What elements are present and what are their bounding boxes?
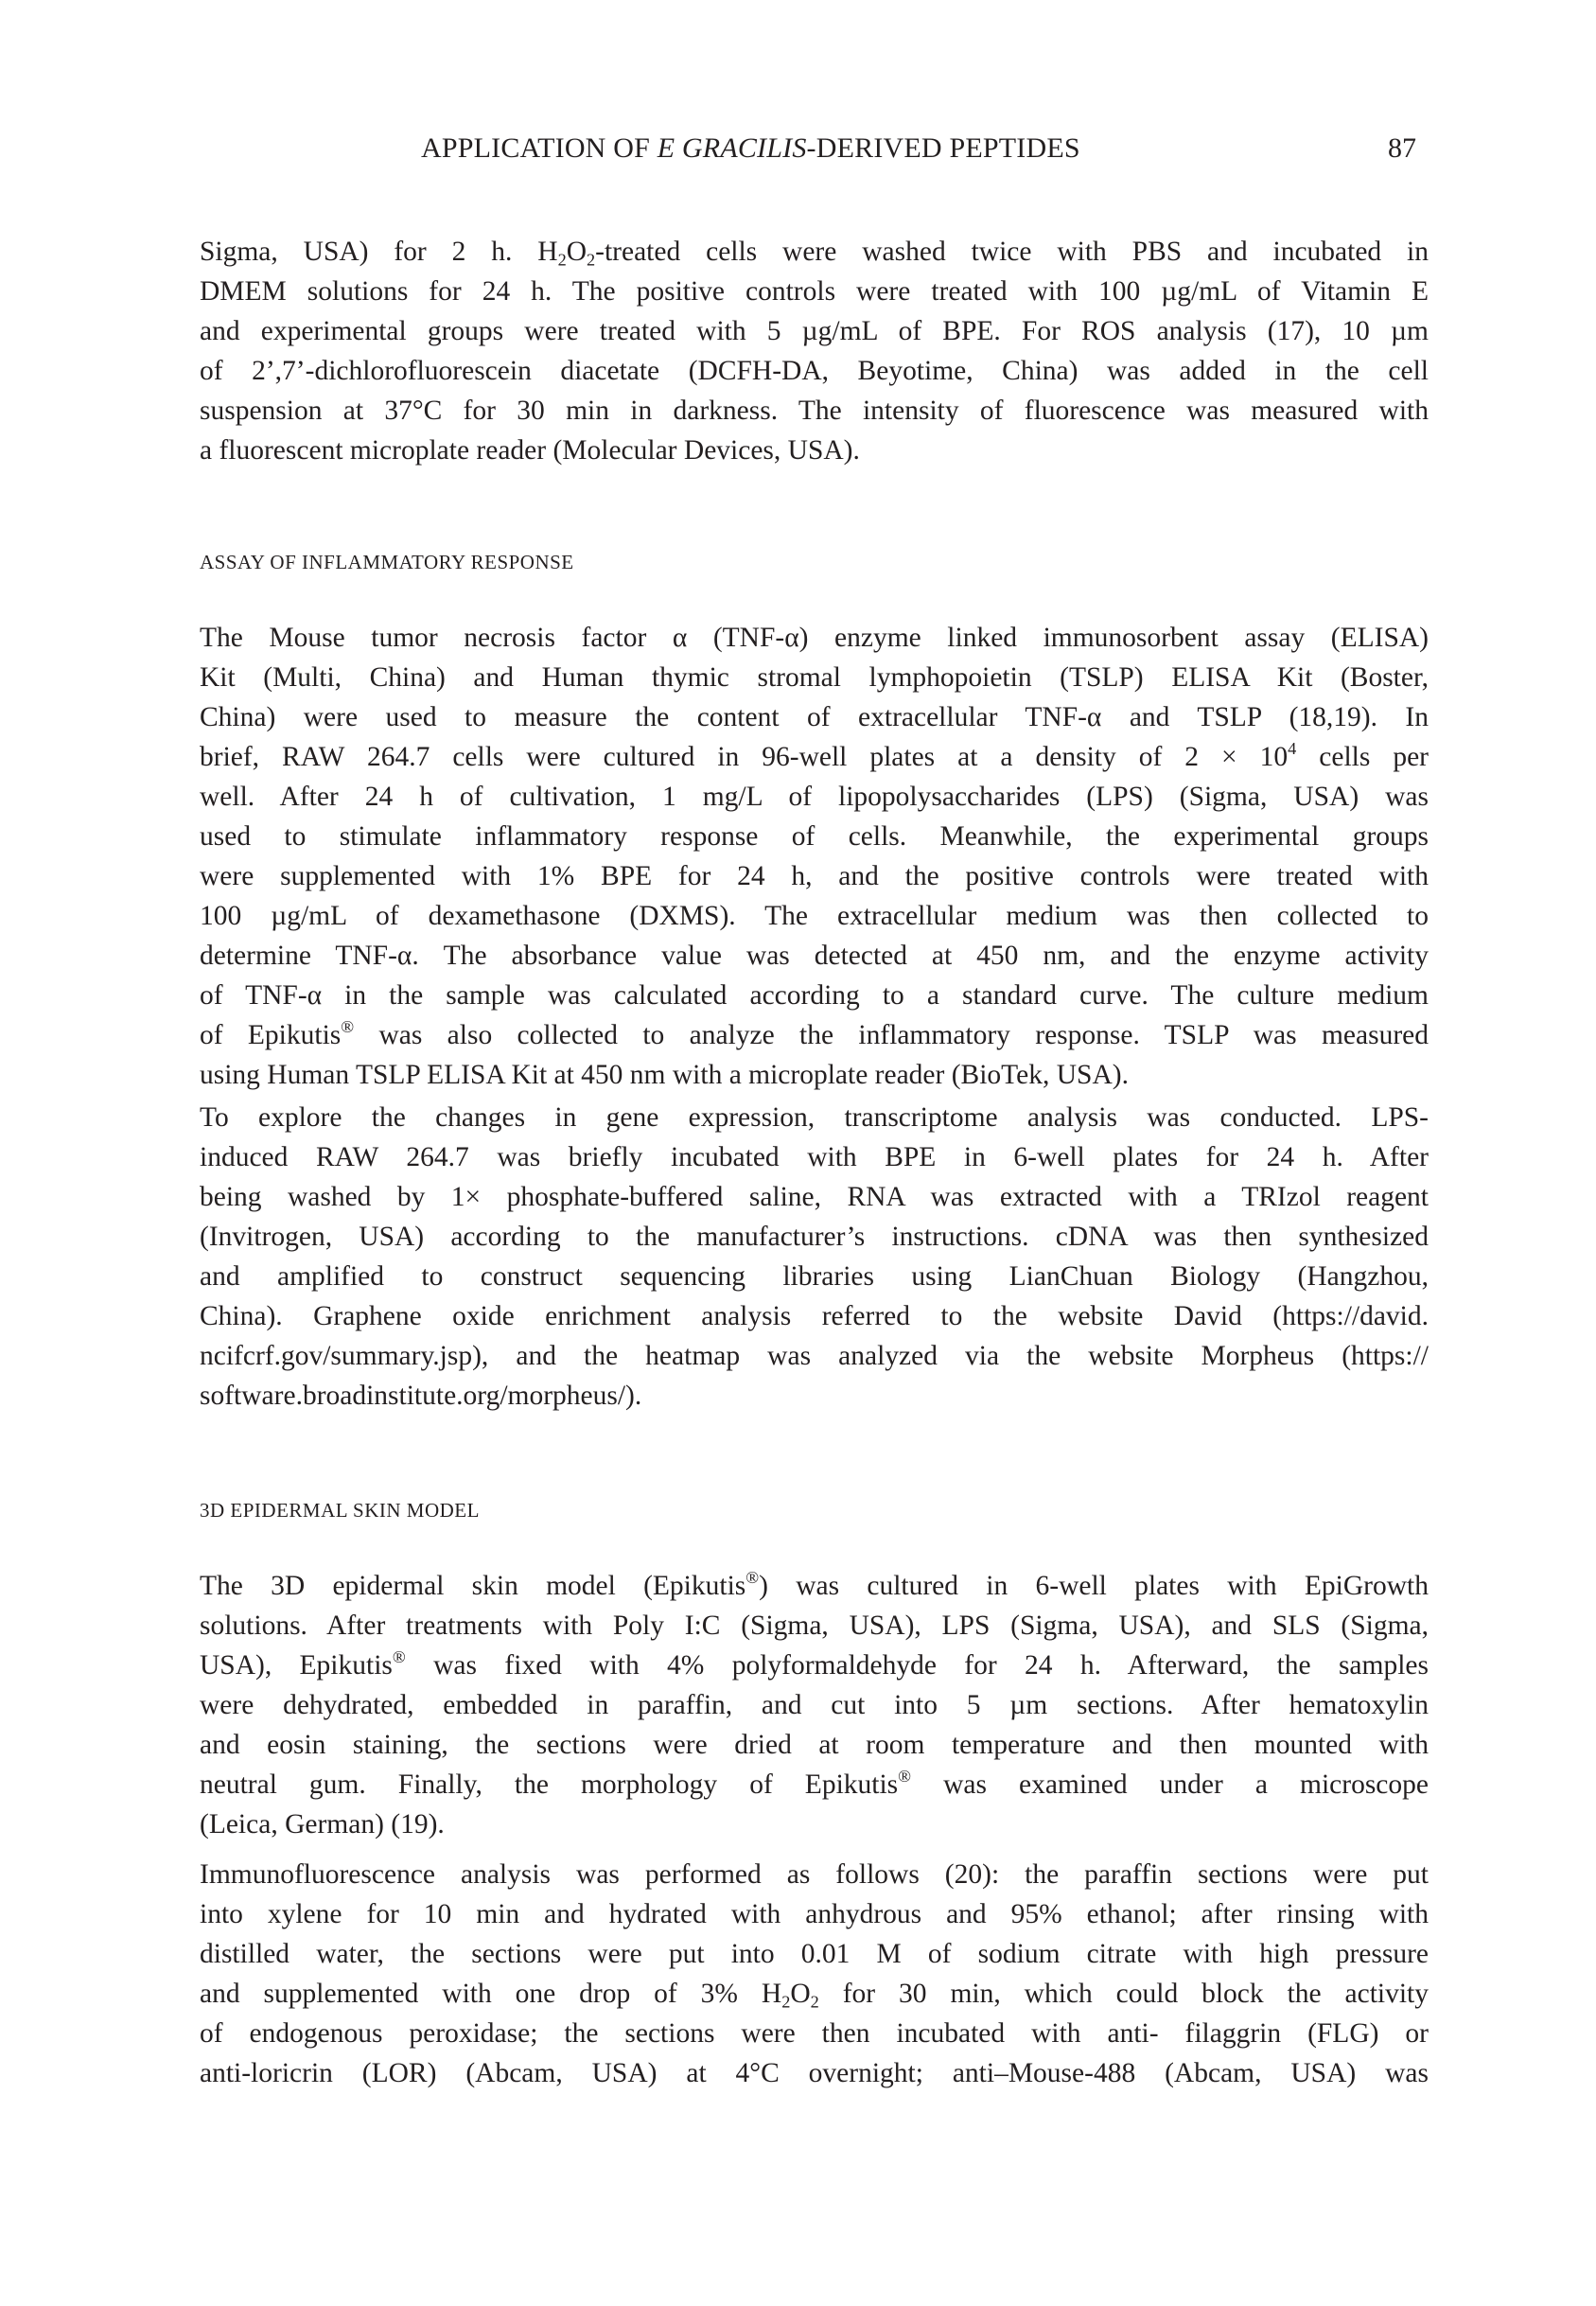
text-line: used to stimulate inflammatory response of cells. Meanwhile, the experimental groups <box>200 821 1429 852</box>
text-line: ncifcrf.gov/summary.jsp), and the heatmap was analyzed via the website Morpheus (https:// <box>200 1341 1429 1371</box>
text-line: The Mouse tumor necrosis factor α (TNF-α) enzyme linked immunosorbent assay (ELISA) <box>200 623 1429 653</box>
text-line: The 3D epidermal skin model (Epikutis®) was cultured in 6-well plates with EpiGrowth <box>200 1568 1429 1601</box>
text-line: USA), Epikutis® was fixed with 4% polyformaldehyde for 24 h. Afterward, the samples <box>200 1647 1429 1681</box>
text-line: of TNF-α in the sample was calculated according to a standard curve. The culture medium <box>200 980 1429 1011</box>
text-line: distilled water, the sections were put into 0.01 M of sodium citrate with high pressure <box>200 1939 1429 1969</box>
text-line: into xylene for 10 min and hydrated with anhydrous and 95% ethanol; after rinsing with <box>200 1899 1429 1929</box>
text-line: a fluorescent microplate reader (Molecular Devices, USA). <box>200 435 860 466</box>
text-line: using Human TSLP ELISA Kit at 450 nm with a microplate reader (BioTek, USA). <box>200 1060 1129 1090</box>
text-line: Kit (Multi, China) and Human thymic stromal lymphopoietin (TSLP) ELISA Kit (Boster, <box>200 662 1429 693</box>
text-line: 100 µg/mL of dexamethasone (DXMS). The extracellular medium was then collected to <box>200 901 1429 931</box>
text-line: China). Graphene oxide enrichment analysis referred to the website David (https://david. <box>200 1301 1429 1331</box>
running-title-prefix: APPLICATION OF <box>421 132 658 164</box>
text-line: of endogenous peroxidase; the sections were then incubated with anti- filaggrin (FLG) or <box>200 2018 1429 2049</box>
text-line: Immunofluorescence analysis was performed as follows (20): the paraffin sections were put <box>200 1859 1429 1890</box>
text-line: were dehydrated, embedded in paraffin, and cut into 5 µm sections. After hematoxylin <box>200 1690 1429 1720</box>
text-line: determine TNF-α. The absorbance value was detected at 450 nm, and the enzyme activity <box>200 941 1429 971</box>
text-line: and experimental groups were treated with 5 µg/mL of BPE. For ROS analysis (17), 10 µm <box>200 316 1429 346</box>
text-line: anti-loricrin (LOR) (Abcam, USA) at 4°C overnight; anti–Mouse-488 (Abcam, USA) was <box>200 2058 1429 2088</box>
text-line: brief, RAW 264.7 cells were cultured in 96-well plates at a density of $2 \times 10^4$ cells per <box>200 739 1429 772</box>
text-line: suspension at 37°C for 30 min in darkness. The intensity of fluorescence was measured with <box>200 396 1429 426</box>
text-line: well. After 24 h of cultivation, 1 mg/L of lipopolysaccharides (LPS) (Sigma, USA) was <box>200 782 1429 812</box>
section-heading-assay-inflammatory: ASSAY OF INFLAMMATORY RESPONSE <box>200 551 574 573</box>
text-line: being washed by 1× phosphate-buffered saline, RNA was extracted with a TRIzol reagent <box>200 1182 1429 1212</box>
text-line: induced RAW 264.7 was briefly incubated with BPE in 6-well plates for 24 h. After <box>200 1142 1429 1172</box>
running-title-species: E GRACILIS <box>657 132 807 164</box>
text-line: and amplified to construct sequencing libraries using LianChuan Biology (Hangzhou, <box>200 1261 1429 1292</box>
running-title <box>421 132 1080 165</box>
running-head <box>0 132 1596 170</box>
page-number: 87 <box>1388 132 1416 164</box>
text-line: software.broadinstitute.org/morpheus/). <box>200 1381 642 1411</box>
text-line: of 2’,7’-dichlorofluorescein diacetate (DCFH-DA, Beyotime, China) was added in the cell <box>200 356 1429 386</box>
text-line: (Leica, German) (19). <box>200 1809 445 1840</box>
text-line: DMEM solutions for 24 h. The positive controls were treated with 100 µg/mL of Vitamin E <box>200 276 1429 307</box>
text-line: To explore the changes in gene expression, transcriptome analysis was conducted. LPS- <box>200 1102 1429 1133</box>
text-line: solutions. After treatments with Poly I:C (Sigma, USA), LPS (Sigma, USA), and SLS (Sigma, <box>200 1611 1429 1641</box>
text-line: Sigma, USA) for 2 h. $H_2O_2$-treated cells were washed twice with PBS and incubated in <box>200 237 1429 270</box>
running-title-suffix: -DERIVED PEPTIDES <box>806 132 1080 164</box>
text-line: neutral gum. Finally, the morphology of Epikutis® was examined under a microscope <box>200 1767 1429 1800</box>
section-heading-3d-skin-model: 3D EPIDERMAL SKIN MODEL <box>200 1499 480 1522</box>
text-line: and supplemented with one drop of 3% $H_2O_2$ for 30 min, which could block the activity <box>200 1979 1429 2012</box>
text-line: of Epikutis® was also collected to analyze the inflammatory response. TSLP was measured <box>200 1017 1429 1050</box>
text-line: and eosin staining, the sections were dried at room temperature and then mounted with <box>200 1730 1429 1760</box>
text-line: were supplemented with 1% BPE for 24 h, and the positive controls were treated with <box>200 861 1429 891</box>
text-line: (Invitrogen, USA) according to the manufacturer’s instructions. cDNA was then synthesized <box>200 1222 1429 1252</box>
text-line: China) were used to measure the content of extracellular TNF-α and TSLP (18,19). In <box>200 702 1429 732</box>
